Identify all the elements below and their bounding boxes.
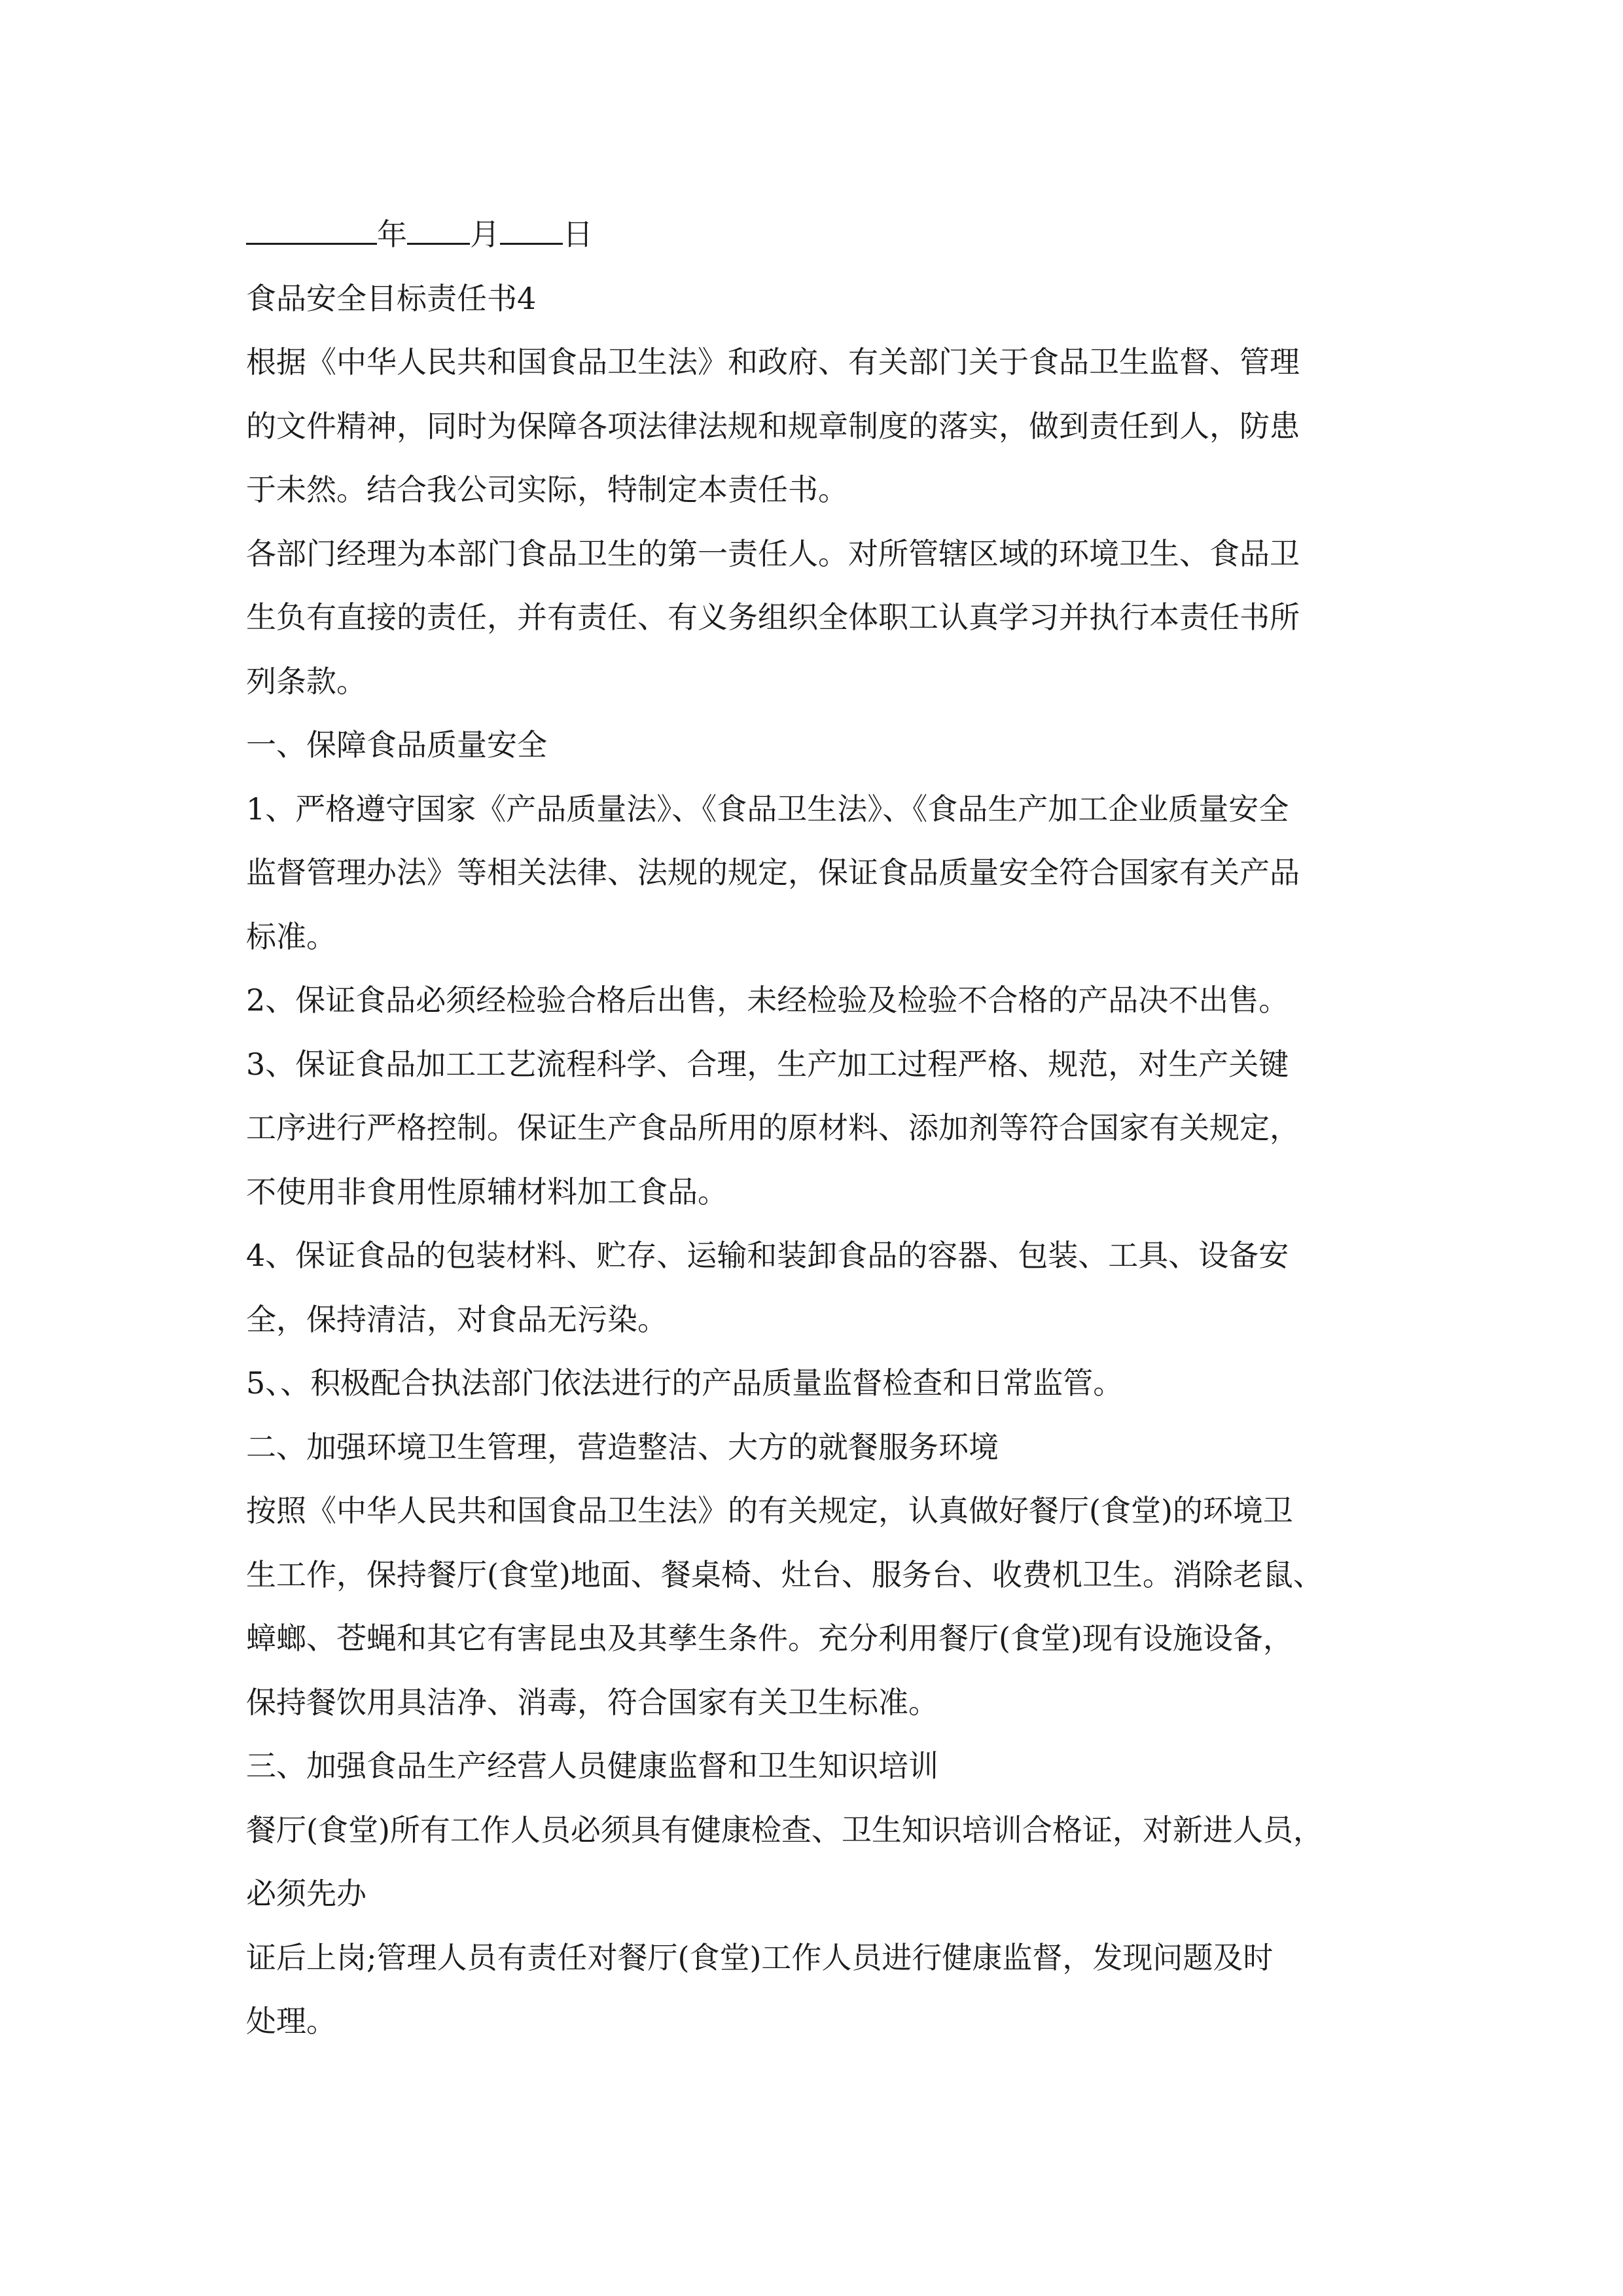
- paragraph-line: 1、严格遵守国家《产品质量法》、《食品卫生法》、《食品生产加工企业质量安全: [246, 791, 1289, 827]
- paragraph-line: 餐厅(食堂)所有工作人员必须具有健康检查、卫生知识培训合格证，对新进人员，: [246, 1812, 1323, 1848]
- day-blank: [500, 206, 563, 245]
- document-body: [246, 203, 1398, 2054]
- paragraph-line: 于未然。结合我公司实际，特制定本责任书。: [246, 472, 848, 507]
- paragraph-line: 2、保证食品必须经检验合格后出售，未经检验及检验不合格的产品决不出售。: [246, 982, 1289, 1018]
- paragraph-line: 各部门经理为本部门食品卫生的第一责任人。对所管辖区域的环境卫生、食品卫: [246, 535, 1300, 571]
- paragraph-line: 4、保证食品的包装材料、贮存、运输和装卸食品的容器、包装、工具、设备安: [246, 1238, 1289, 1273]
- paragraph-line: 证后上岗;管理人员有责任对餐厅(食堂)工作人员进行健康监督，发现问题及时: [246, 1939, 1274, 1975]
- paragraph-line: 蟑螂、苍蝇和其它有害昆虫及其孳生条件。充分利用餐厅(食堂)现有设施设备，: [246, 1621, 1293, 1656]
- paragraph-line: 监督管理办法》等相关法律、法规的规定，保证食品质量安全符合国家有关产品: [246, 855, 1300, 890]
- year-blank: [246, 206, 377, 245]
- year-label: 年: [377, 217, 407, 252]
- paragraph-line: 生负有直接的责任，并有责任、有义务组织全体职工认真学习并执行本责任书所: [246, 600, 1300, 635]
- paragraph-line: 标准。: [246, 918, 336, 954]
- paragraph-line: 按照《中华人民共和国食品卫生法》的有关规定，认真做好餐厅(食堂)的环境卫: [246, 1493, 1293, 1528]
- paragraph-line: 必须先办: [246, 1876, 366, 1911]
- date-line: [246, 203, 1398, 267]
- paragraph-line: 全，保持清洁，对食品无污染。: [246, 1301, 668, 1337]
- section-heading: 三、加强食品生产经营人员健康监督和卫生知识培训: [246, 1748, 938, 1784]
- day-label: 日: [563, 217, 593, 252]
- section-heading: 一、保障食品质量安全: [246, 727, 547, 762]
- paragraph-line: 根据《中华人民共和国食品卫生法》和政府、有关部门关于食品卫生监督、管理: [246, 344, 1300, 380]
- paragraph-line: 5、、积极配合执法部门依法进行的产品质量监督检查和日常监管。: [246, 1365, 1124, 1401]
- paragraph-line: 3、保证食品加工工艺流程科学、合理，生产加工过程严格、规范，对生产关键: [246, 1046, 1289, 1082]
- month-label: 月: [470, 217, 500, 252]
- paragraph-line: 的文件精神，同时为保障各项法律法规和规章制度的落实，做到责任到人，防患: [246, 408, 1300, 444]
- month-blank: [407, 206, 470, 245]
- section-heading: 二、加强环境卫生管理，营造整洁、大方的就餐服务环境: [246, 1429, 999, 1465]
- paragraph-line: 保持餐饮用具洁净、消毒，符合国家有关卫生标准。: [246, 1684, 938, 1720]
- paragraph-line: 不使用非食用性原辅材料加工食品。: [246, 1174, 728, 1210]
- paragraph-line: 列条款。: [246, 663, 366, 699]
- document-title: 食品安全目标责任书4: [246, 280, 537, 316]
- paragraph-line: 处理。: [246, 2003, 336, 2039]
- paragraph-line: 工序进行严格控制。保证生产食品所用的原材料、添加剂等符合国家有关规定，: [246, 1110, 1300, 1145]
- paragraph-line: 生工作，保持餐厅(食堂)地面、餐桌椅、灶台、服务台、收费机卫生。消除老鼠、: [246, 1556, 1323, 1592]
